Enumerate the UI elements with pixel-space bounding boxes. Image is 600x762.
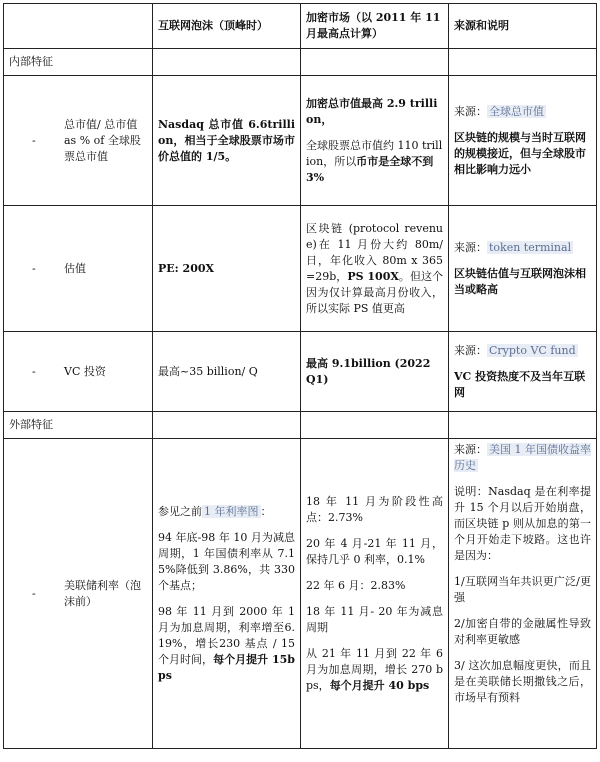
cell-source-vc: 来源： Crypto VC fund VC 投资热度不及当年互联网 [449,332,597,412]
table-row-valuation [4,206,597,332]
section-row-external [4,412,597,439]
row-label-vc: VC 投资 [64,364,106,378]
link-global-market-cap[interactable]: 全球总市值 [489,104,544,118]
section-row-internal [4,49,597,76]
row-label-market-cap: 总市值/ 总市值 as % of 全球股票总市值 [64,117,141,163]
row-label-cell: - 总市值/ 总市值 as % of 全球股票总市值 [4,76,153,206]
row-label-cell: - 估值 [4,206,153,332]
cell-source-market-cap: 来源： 全球总市值 区块链的规模与当时互联网的规模接近，但与全球股市相比影响力远小 [449,76,597,206]
section-title-internal: 内部特征 [4,49,153,76]
table-row-fed-rate [4,439,597,749]
row-label-cell: - VC 投资 [4,332,153,412]
table-row-vc [4,332,597,412]
header-cell-crypto: 加密市场（以 2011 年 11 月最高点计算） [301,4,449,49]
row-label-cell: - 美联储利率（泡沫前） [4,439,153,749]
header-cell-source: 来源和说明 [449,4,597,49]
comparison-table-wrapper [3,3,597,749]
cell-crypto-valuation: 区块链 (protocol revenue)在 11 月份大约 80m/日，年化收入 80m x 365=29b，PS 100X。但这个因为仅计算最高月份收入，所以实际 PS 值更高 [301,206,449,332]
header-cell-empty [4,4,153,49]
cell-dotcom-market-cap: Nasdaq 总市值 6.6trillion，相当于全球股票市场市价总值的 1/5。 [153,76,301,206]
cell-dotcom-vc: 最高~35 billion/ Q [153,332,301,412]
cell-source-fed-rate: 来源： 美国 1 年国债收益率历史 说明：Nasdaq 是在利率提升 15 个月以后开始崩盘，而区块链 p 则从加息的第一个月开始走下坡路。这也许是因为： 1/互联网当年共识更广泛/更强 2/加密自带的金融属性导致对利率更敏感 3/ 这次加息幅度更快，而且是在美联储长期撒钱之后，市场早有预料 [449,439,597,749]
cell-dotcom-fed-rate: 参见之前 1 年利率图 ： 94 年底-98 年 10 月为减息周期，1 年国债利率从 7.15%降低到 3.86%，共 330 个基点； 98 年 11 月到 2000 年 1 月为加息周期，利率增至6.19%，增长230 基点 / 15 个月时间，每个月提升 15bps [153,439,301,749]
header-cell-dotcom: 互联网泡沫（顶峰时） [153,4,301,49]
link-us-1y-treasury-history[interactable]: 美国 1 年国债收益率历史 [454,443,591,472]
header-row [4,4,597,49]
comparison-table [3,3,597,749]
row-label-fed-rate: 美联储利率（泡沫前） [64,578,141,608]
link-crypto-vc-fund[interactable]: Crypto VC fund [489,343,576,357]
cell-crypto-fed-rate: 18 年 11 月为阶段性高点：2.73% 20 年 4 月-21 年 11 月，保持几乎 0 利率，0.1% 22 年 6 月：2.83% 18 年 11 月- 20 年为减息周期 从 21 年 11 月到 22 年 6 月为加息周期，增长 270 bps，每个月提升 40 bps [301,439,449,749]
row-label-valuation: 估值 [64,261,86,275]
link-1y-rate-chart[interactable]: 1 年利率图 [204,504,259,518]
cell-source-valuation: 来源： token terminal 区块链估值与互联网泡沫相当或略高 [449,206,597,332]
section-title-external: 外部特征 [4,412,153,439]
cell-dotcom-valuation: PE: 200X [153,206,301,332]
cell-crypto-vc: 最高 9.1billion (2022 Q1) [301,332,449,412]
table-row-market-cap [4,76,597,206]
link-token-terminal[interactable]: token terminal [489,240,572,254]
cell-crypto-market-cap: 加密总市值最高 2.9 trillion， 全球股票总市值约 110 trillion，所以币市是全球不到 3% [301,76,449,206]
